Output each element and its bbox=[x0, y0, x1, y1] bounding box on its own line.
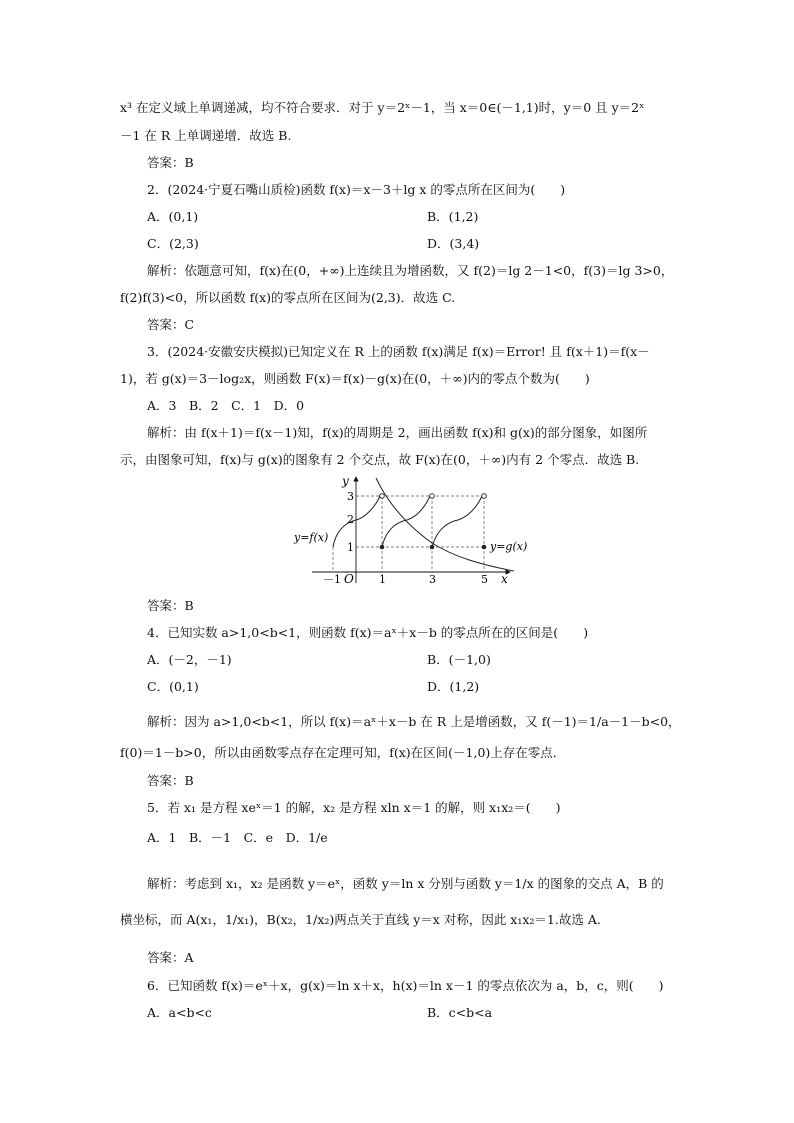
text-line: x³ 在定义域上单调递减，均不符合要求．对于 y＝2ˣ－1，当 x＝0∈(－1,1)时，y＝0 且 y＝2ˣ bbox=[120, 100, 645, 115]
open-point bbox=[430, 494, 435, 499]
x-axis-label: x bbox=[501, 572, 508, 586]
answer-option: C．(2,3) bbox=[147, 236, 199, 251]
text-line: 示，由图象可知，f(x)与 g(x)的图象有 2 个交点，故 F(x)在(0，＋∞)内有 2 个零点．故选 B. bbox=[120, 452, 640, 467]
text-line: 1)，若 g(x)＝3－log₂x，则函数 F(x)＝f(x)－g(x)在(0，＋∞)内的零点个数为( ) bbox=[120, 371, 590, 386]
origin-label: O bbox=[344, 572, 354, 586]
text-line: 答案：B bbox=[147, 155, 194, 170]
text-line: A．1 B．－1 C．e D．1/e bbox=[147, 830, 328, 845]
function-graph bbox=[292, 473, 530, 591]
answer-option: A．a<b<c bbox=[147, 1005, 212, 1020]
y-tick-label: 2 bbox=[347, 513, 354, 526]
text-line: 3．(2024·安徽安庆模拟)已知定义在 R 上的函数 f(x)满足 f(x)＝Error! 且 f(x＋1)＝f(x－ bbox=[147, 344, 650, 359]
text-line: 答案：B bbox=[147, 598, 194, 613]
text-line: 4．已知实数 a>1,0<b<1，则函数 f(x)＝aˣ＋x－b 的零点所在的区间是( ) bbox=[147, 625, 589, 640]
text-line: 答案：C bbox=[147, 317, 195, 332]
text-line: 答案：B bbox=[147, 773, 194, 788]
open-point bbox=[380, 494, 385, 499]
x-tick-label: 1 bbox=[379, 573, 386, 586]
closed-point bbox=[380, 545, 385, 550]
answer-option: B．(－1,0) bbox=[427, 652, 491, 667]
text-line: 6．已知函数 f(x)＝eˣ＋x，g(x)＝ln x＋x，h(x)＝ln x－1 的零点依次为 a，b，c，则( ) bbox=[147, 978, 664, 993]
f-curve-piece-1 bbox=[333, 496, 380, 547]
g-curve-label: y=g(x) bbox=[490, 540, 528, 553]
text-line: 解析：考虑到 x₁，x₂ 是函数 y＝eˣ，函数 y＝ln x 分别与函数 y＝1/x 的图象的交点 A，B 的 bbox=[147, 876, 664, 891]
f-curve-label: y=f(x) bbox=[294, 531, 329, 544]
text-line: f(2)f(3)<0，所以函数 f(x)的零点所在区间为(2,3)．故选 C. bbox=[120, 290, 456, 305]
x-tick-label: －1 bbox=[323, 573, 341, 586]
x-tick-label: 3 bbox=[429, 573, 436, 586]
answer-option: D．(1,2) bbox=[427, 679, 480, 694]
y-tick-label: 3 bbox=[347, 490, 354, 503]
f-curve-piece-3 bbox=[432, 496, 482, 547]
text-line: －1 在 R 上单调递增．故选 B. bbox=[120, 128, 292, 143]
text-line: 解析：依题意可知，f(x)在(0，+∞)上连续且为增函数，又 f(2)＝lg 2－1<0，f(3)＝lg 3>0， bbox=[147, 263, 674, 278]
graph-svg bbox=[292, 473, 530, 591]
answer-option: A．(0,1) bbox=[147, 209, 199, 224]
text-line: 5．若 x₁ 是方程 xeˣ＝1 的解，x₂ 是方程 xln x＝1 的解，则 x₁x₂＝( ) bbox=[147, 800, 561, 815]
y-axis-label: y bbox=[342, 474, 349, 488]
text-line: A．3 B．2 C．1 D．0 bbox=[147, 398, 305, 413]
text-line: 2．(2024·宁夏石嘴山质检)函数 f(x)＝x－3＋lg x 的零点所在区间为( ) bbox=[147, 182, 566, 197]
text-line: 横坐标，而 A(x₁，1/x₁)，B(x₂，1/x₂)两点关于直线 y＝x 对称，因此 x₁x₂＝1.故选 A. bbox=[120, 912, 601, 927]
answer-option: D．(3,4) bbox=[427, 236, 480, 251]
open-point bbox=[482, 494, 487, 499]
text-line: f(0)＝1－b>0，所以由函数零点存在定理可知，f(x)在区间(－1,0)上存在零点． bbox=[120, 745, 566, 760]
answer-option: B．(1,2) bbox=[427, 209, 479, 224]
answer-option: A．(－2，－1) bbox=[147, 652, 232, 667]
closed-point bbox=[430, 545, 435, 550]
answer-option: B．c<b<a bbox=[427, 1005, 493, 1020]
text-line: 答案：A bbox=[147, 950, 194, 965]
y-tick-label: 1 bbox=[347, 541, 354, 554]
text-line: 解析：由 f(x＋1)＝f(x－1)知，f(x)的周期是 2，画出函数 f(x)和 g(x)的部分图象，如图所 bbox=[147, 425, 648, 440]
answer-option: C．(0,1) bbox=[147, 679, 199, 694]
closed-point bbox=[482, 545, 487, 550]
text-line: 解析：因为 a>1,0<b<1，所以 f(x)＝aˣ＋x－b 在 R 上是增函数，又 f(－1)＝1/a－1－b<0， bbox=[147, 714, 681, 729]
x-tick-label: 5 bbox=[481, 573, 488, 586]
